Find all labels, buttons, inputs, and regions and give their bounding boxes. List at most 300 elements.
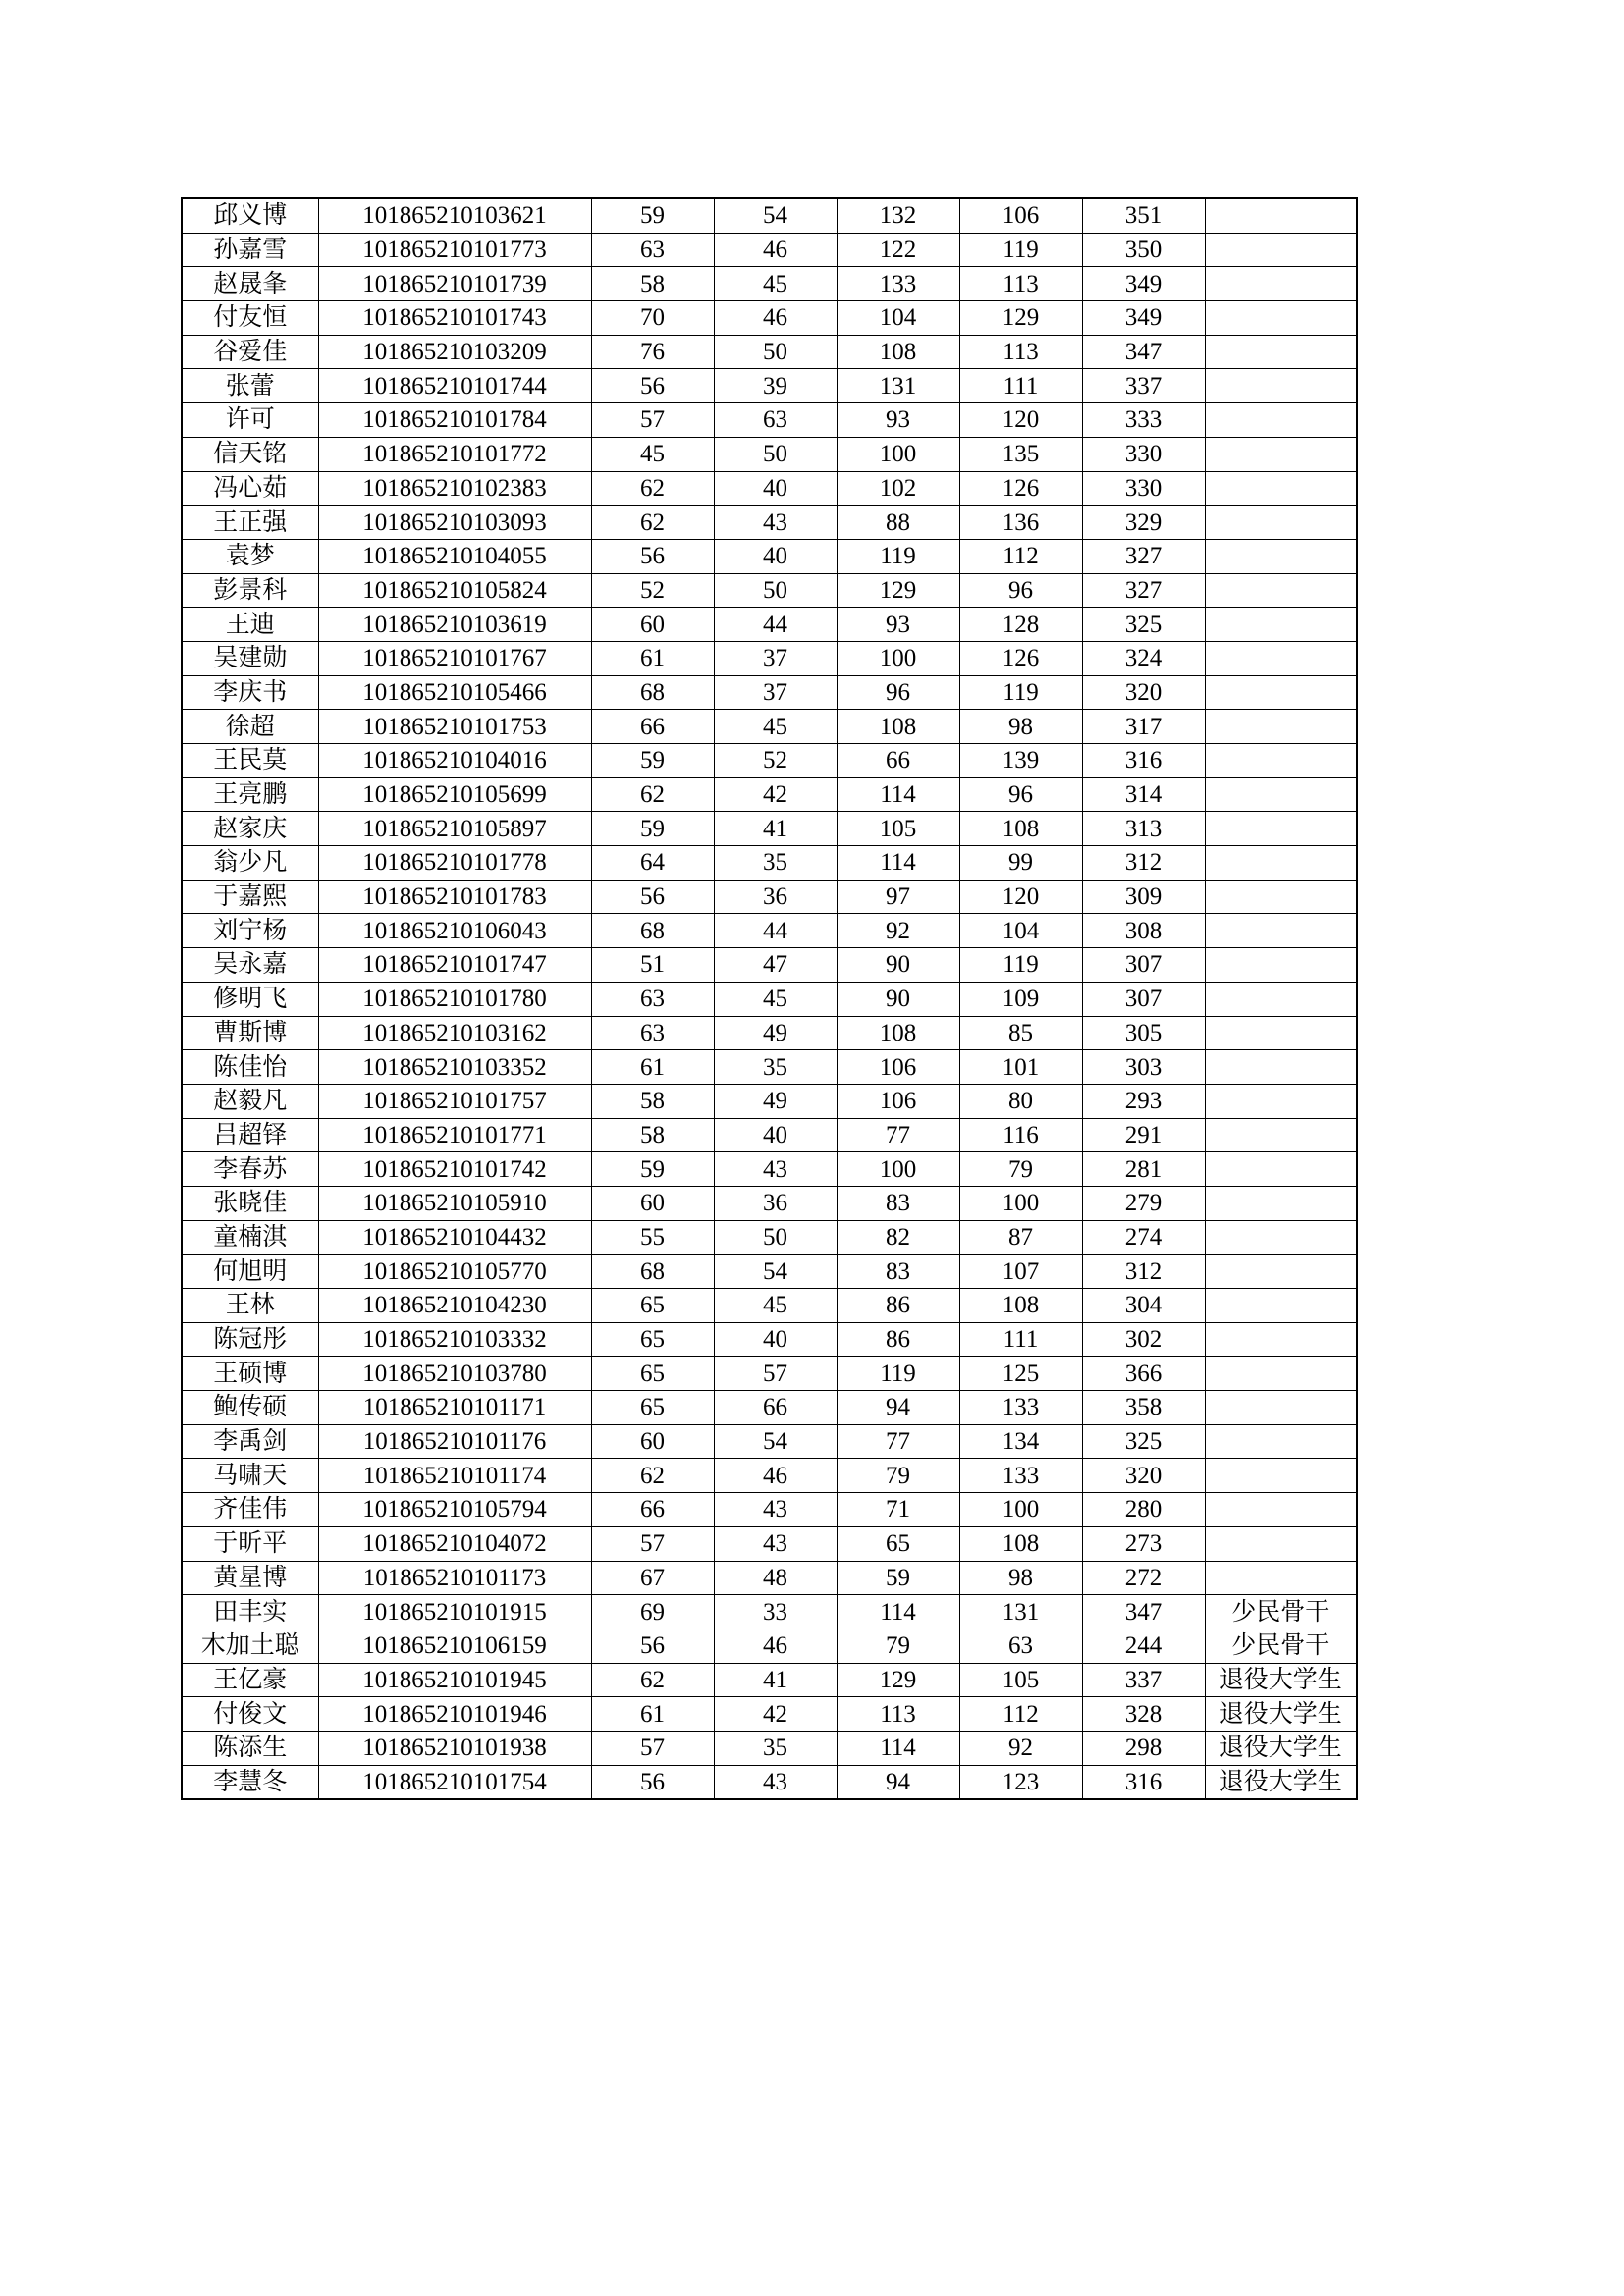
table-row <box>182 1697 1357 1732</box>
total-score-cell: 302 <box>1082 1322 1205 1357</box>
exam-id-cell: 101865210103093 <box>318 506 591 540</box>
table-row <box>182 1255 1357 1289</box>
total-score-cell: 347 <box>1082 335 1205 369</box>
score-1-cell: 65 <box>591 1357 714 1391</box>
score-3-cell: 114 <box>837 846 959 881</box>
score-4-cell: 129 <box>959 301 1082 336</box>
exam-id-cell: 101865210103621 <box>318 198 591 233</box>
total-score-cell: 298 <box>1082 1731 1205 1765</box>
note-cell <box>1205 1391 1357 1425</box>
score-3-cell: 83 <box>837 1186 959 1220</box>
score-3-cell: 93 <box>837 608 959 642</box>
score-3-cell: 92 <box>837 914 959 948</box>
name-cell: 木加土聪 <box>182 1629 318 1663</box>
total-score-cell: 274 <box>1082 1220 1205 1255</box>
score-1-cell: 59 <box>591 744 714 778</box>
total-score-cell: 305 <box>1082 1016 1205 1050</box>
score-4-cell: 125 <box>959 1357 1082 1391</box>
score-3-cell: 106 <box>837 1050 959 1085</box>
score-1-cell: 68 <box>591 675 714 710</box>
note-cell: 退役大学生 <box>1205 1765 1357 1799</box>
total-score-cell: 330 <box>1082 437 1205 471</box>
score-2-cell: 50 <box>714 335 837 369</box>
note-cell <box>1205 608 1357 642</box>
score-3-cell: 114 <box>837 1731 959 1765</box>
score-4-cell: 133 <box>959 1459 1082 1493</box>
note-cell <box>1205 812 1357 846</box>
score-2-cell: 57 <box>714 1357 837 1391</box>
score-1-cell: 63 <box>591 1016 714 1050</box>
score-1-cell: 60 <box>591 1424 714 1459</box>
score-4-cell: 112 <box>959 1697 1082 1732</box>
score-4-cell: 99 <box>959 846 1082 881</box>
name-cell: 赵毅凡 <box>182 1084 318 1118</box>
total-score-cell: 272 <box>1082 1561 1205 1595</box>
score-2-cell: 42 <box>714 777 837 812</box>
exam-id-cell: 101865210101771 <box>318 1118 591 1152</box>
name-cell: 王正强 <box>182 506 318 540</box>
score-3-cell: 97 <box>837 880 959 914</box>
score-3-cell: 132 <box>837 198 959 233</box>
table-row <box>182 437 1357 471</box>
table-row <box>182 710 1357 744</box>
score-1-cell: 68 <box>591 1255 714 1289</box>
score-1-cell: 61 <box>591 1050 714 1085</box>
total-score-cell: 314 <box>1082 777 1205 812</box>
name-cell: 许可 <box>182 403 318 438</box>
score-1-cell: 52 <box>591 573 714 608</box>
score-4-cell: 98 <box>959 1561 1082 1595</box>
table-row <box>182 1526 1357 1561</box>
score-1-cell: 59 <box>591 198 714 233</box>
total-score-cell: 329 <box>1082 506 1205 540</box>
total-score-cell: 273 <box>1082 1526 1205 1561</box>
exam-id-cell: 101865210101938 <box>318 1731 591 1765</box>
score-2-cell: 50 <box>714 573 837 608</box>
exam-id-cell: 101865210101946 <box>318 1697 591 1732</box>
score-3-cell: 106 <box>837 1084 959 1118</box>
total-score-cell: 280 <box>1082 1493 1205 1527</box>
score-4-cell: 112 <box>959 539 1082 573</box>
table-row <box>182 1595 1357 1629</box>
score-3-cell: 102 <box>837 471 959 506</box>
table-row <box>182 506 1357 540</box>
note-cell <box>1205 1561 1357 1595</box>
name-cell: 修明飞 <box>182 982 318 1016</box>
exam-id-cell: 101865210104055 <box>318 539 591 573</box>
score-2-cell: 42 <box>714 1697 837 1732</box>
note-cell <box>1205 369 1357 403</box>
score-4-cell: 120 <box>959 403 1082 438</box>
note-cell <box>1205 1459 1357 1493</box>
name-cell: 彭景科 <box>182 573 318 608</box>
name-cell: 吕超铎 <box>182 1118 318 1152</box>
exam-id-cell: 101865210101778 <box>318 846 591 881</box>
name-cell: 信天铭 <box>182 437 318 471</box>
score-4-cell: 98 <box>959 710 1082 744</box>
note-cell <box>1205 437 1357 471</box>
table-row <box>182 1561 1357 1595</box>
table-row <box>182 335 1357 369</box>
table-row <box>182 1084 1357 1118</box>
note-cell <box>1205 1220 1357 1255</box>
name-cell: 李禹剑 <box>182 1424 318 1459</box>
score-3-cell: 90 <box>837 982 959 1016</box>
note-cell: 退役大学生 <box>1205 1663 1357 1697</box>
score-3-cell: 114 <box>837 777 959 812</box>
name-cell: 徐超 <box>182 710 318 744</box>
score-2-cell: 40 <box>714 471 837 506</box>
total-score-cell: 312 <box>1082 1255 1205 1289</box>
score-4-cell: 136 <box>959 506 1082 540</box>
score-4-cell: 126 <box>959 641 1082 675</box>
score-1-cell: 56 <box>591 369 714 403</box>
score-3-cell: 113 <box>837 1697 959 1732</box>
score-1-cell: 65 <box>591 1322 714 1357</box>
note-cell <box>1205 1424 1357 1459</box>
exam-id-cell: 101865210105824 <box>318 573 591 608</box>
total-score-cell: 366 <box>1082 1357 1205 1391</box>
score-table-body <box>182 198 1357 1799</box>
total-score-cell: 309 <box>1082 880 1205 914</box>
score-1-cell: 76 <box>591 335 714 369</box>
score-3-cell: 129 <box>837 573 959 608</box>
exam-id-cell: 101865210104072 <box>318 1526 591 1561</box>
total-score-cell: 349 <box>1082 301 1205 336</box>
total-score-cell: 337 <box>1082 1663 1205 1697</box>
total-score-cell: 349 <box>1082 267 1205 301</box>
note-cell <box>1205 1526 1357 1561</box>
note-cell: 少民骨干 <box>1205 1595 1357 1629</box>
score-3-cell: 88 <box>837 506 959 540</box>
score-2-cell: 49 <box>714 1016 837 1050</box>
exam-id-cell: 101865210101780 <box>318 982 591 1016</box>
note-cell <box>1205 948 1357 983</box>
note-cell <box>1205 1118 1357 1152</box>
score-2-cell: 50 <box>714 437 837 471</box>
table-row <box>182 880 1357 914</box>
note-cell <box>1205 1255 1357 1289</box>
table-row <box>182 1765 1357 1799</box>
score-3-cell: 77 <box>837 1424 959 1459</box>
score-1-cell: 62 <box>591 1663 714 1697</box>
score-1-cell: 56 <box>591 880 714 914</box>
score-1-cell: 62 <box>591 777 714 812</box>
exam-id-cell: 101865210105466 <box>318 675 591 710</box>
name-cell: 童楠淇 <box>182 1220 318 1255</box>
score-2-cell: 35 <box>714 1731 837 1765</box>
note-cell <box>1205 471 1357 506</box>
score-2-cell: 45 <box>714 1289 837 1323</box>
score-2-cell: 37 <box>714 675 837 710</box>
table-row <box>182 1220 1357 1255</box>
score-1-cell: 59 <box>591 812 714 846</box>
score-2-cell: 33 <box>714 1595 837 1629</box>
score-1-cell: 62 <box>591 471 714 506</box>
score-1-cell: 56 <box>591 1765 714 1799</box>
exam-id-cell: 101865210101757 <box>318 1084 591 1118</box>
score-2-cell: 36 <box>714 880 837 914</box>
exam-id-cell: 101865210101945 <box>318 1663 591 1697</box>
table-row <box>182 471 1357 506</box>
score-4-cell: 96 <box>959 573 1082 608</box>
name-cell: 陈添生 <box>182 1731 318 1765</box>
score-4-cell: 108 <box>959 812 1082 846</box>
note-cell <box>1205 777 1357 812</box>
score-1-cell: 58 <box>591 1084 714 1118</box>
score-3-cell: 133 <box>837 267 959 301</box>
name-cell: 王硕博 <box>182 1357 318 1391</box>
note-cell <box>1205 641 1357 675</box>
score-3-cell: 66 <box>837 744 959 778</box>
score-4-cell: 104 <box>959 914 1082 948</box>
note-cell <box>1205 267 1357 301</box>
note-cell: 少民骨干 <box>1205 1629 1357 1663</box>
score-2-cell: 48 <box>714 1561 837 1595</box>
score-2-cell: 45 <box>714 982 837 1016</box>
exam-id-cell: 101865210105897 <box>318 812 591 846</box>
score-3-cell: 108 <box>837 710 959 744</box>
name-cell: 鲍传硕 <box>182 1391 318 1425</box>
score-3-cell: 119 <box>837 1357 959 1391</box>
score-4-cell: 105 <box>959 1663 1082 1697</box>
table-row <box>182 539 1357 573</box>
score-1-cell: 55 <box>591 1220 714 1255</box>
name-cell: 曹斯博 <box>182 1016 318 1050</box>
score-2-cell: 45 <box>714 267 837 301</box>
name-cell: 马啸天 <box>182 1459 318 1493</box>
total-score-cell: 328 <box>1082 1697 1205 1732</box>
score-4-cell: 113 <box>959 335 1082 369</box>
exam-id-cell: 101865210105910 <box>318 1186 591 1220</box>
table-row <box>182 301 1357 336</box>
name-cell: 翁少凡 <box>182 846 318 881</box>
total-score-cell: 324 <box>1082 641 1205 675</box>
score-1-cell: 68 <box>591 914 714 948</box>
note-cell <box>1205 914 1357 948</box>
score-1-cell: 56 <box>591 1629 714 1663</box>
table-row <box>182 1391 1357 1425</box>
exam-id-cell: 101865210105699 <box>318 777 591 812</box>
exam-id-cell: 101865210101747 <box>318 948 591 983</box>
name-cell: 赵晟夆 <box>182 267 318 301</box>
score-1-cell: 63 <box>591 233 714 267</box>
total-score-cell: 279 <box>1082 1186 1205 1220</box>
score-3-cell: 65 <box>837 1526 959 1561</box>
exam-id-cell: 101865210101784 <box>318 403 591 438</box>
note-cell <box>1205 982 1357 1016</box>
name-cell: 王迪 <box>182 608 318 642</box>
table-row <box>182 1424 1357 1459</box>
name-cell: 邱义博 <box>182 198 318 233</box>
score-1-cell: 57 <box>591 403 714 438</box>
table-row <box>182 198 1357 233</box>
exam-id-cell: 101865210101739 <box>318 267 591 301</box>
note-cell <box>1205 1289 1357 1323</box>
table-row <box>182 1289 1357 1323</box>
score-1-cell: 60 <box>591 1186 714 1220</box>
name-cell: 王亿豪 <box>182 1663 318 1697</box>
score-4-cell: 111 <box>959 1322 1082 1357</box>
score-2-cell: 39 <box>714 369 837 403</box>
score-2-cell: 35 <box>714 1050 837 1085</box>
note-cell <box>1205 335 1357 369</box>
score-4-cell: 100 <box>959 1493 1082 1527</box>
score-1-cell: 67 <box>591 1561 714 1595</box>
total-score-cell: 325 <box>1082 1424 1205 1459</box>
note-cell <box>1205 1016 1357 1050</box>
score-1-cell: 51 <box>591 948 714 983</box>
total-score-cell: 312 <box>1082 846 1205 881</box>
score-1-cell: 64 <box>591 846 714 881</box>
total-score-cell: 320 <box>1082 675 1205 710</box>
score-4-cell: 108 <box>959 1289 1082 1323</box>
note-cell <box>1205 846 1357 881</box>
score-1-cell: 61 <box>591 641 714 675</box>
score-3-cell: 129 <box>837 1663 959 1697</box>
table-row <box>182 1459 1357 1493</box>
name-cell: 齐佳伟 <box>182 1493 318 1527</box>
note-cell <box>1205 1493 1357 1527</box>
exam-id-cell: 101865210101742 <box>318 1152 591 1187</box>
score-1-cell: 60 <box>591 608 714 642</box>
score-2-cell: 35 <box>714 846 837 881</box>
note-cell: 退役大学生 <box>1205 1731 1357 1765</box>
score-3-cell: 90 <box>837 948 959 983</box>
score-4-cell: 92 <box>959 1731 1082 1765</box>
exam-id-cell: 101865210103332 <box>318 1322 591 1357</box>
score-2-cell: 43 <box>714 506 837 540</box>
name-cell: 李慧冬 <box>182 1765 318 1799</box>
exam-id-cell: 101865210101767 <box>318 641 591 675</box>
score-1-cell: 59 <box>591 1152 714 1187</box>
score-4-cell: 119 <box>959 948 1082 983</box>
score-2-cell: 63 <box>714 403 837 438</box>
table-row <box>182 641 1357 675</box>
score-2-cell: 43 <box>714 1493 837 1527</box>
score-3-cell: 93 <box>837 403 959 438</box>
exam-id-cell: 101865210101173 <box>318 1561 591 1595</box>
name-cell: 张蕾 <box>182 369 318 403</box>
score-1-cell: 69 <box>591 1595 714 1629</box>
exam-id-cell: 101865210101783 <box>318 880 591 914</box>
total-score-cell: 304 <box>1082 1289 1205 1323</box>
name-cell: 冯心茹 <box>182 471 318 506</box>
score-3-cell: 131 <box>837 369 959 403</box>
exam-id-cell: 101865210101754 <box>318 1765 591 1799</box>
table-row <box>182 846 1357 881</box>
score-2-cell: 54 <box>714 198 837 233</box>
score-4-cell: 128 <box>959 608 1082 642</box>
score-4-cell: 96 <box>959 777 1082 812</box>
exam-id-cell: 101865210103619 <box>318 608 591 642</box>
table-row <box>182 1731 1357 1765</box>
score-2-cell: 41 <box>714 1663 837 1697</box>
score-4-cell: 79 <box>959 1152 1082 1187</box>
score-4-cell: 120 <box>959 880 1082 914</box>
table-row <box>182 982 1357 1016</box>
score-3-cell: 82 <box>837 1220 959 1255</box>
score-3-cell: 105 <box>837 812 959 846</box>
note-cell <box>1205 233 1357 267</box>
table-row <box>182 1663 1357 1697</box>
score-3-cell: 100 <box>837 1152 959 1187</box>
score-1-cell: 58 <box>591 1118 714 1152</box>
exam-id-cell: 101865210103780 <box>318 1357 591 1391</box>
table-row <box>182 1016 1357 1050</box>
exam-id-cell: 101865210105794 <box>318 1493 591 1527</box>
note-cell <box>1205 880 1357 914</box>
score-2-cell: 40 <box>714 1118 837 1152</box>
exam-id-cell: 101865210103209 <box>318 335 591 369</box>
score-4-cell: 119 <box>959 233 1082 267</box>
score-4-cell: 100 <box>959 1186 1082 1220</box>
table-row <box>182 1493 1357 1527</box>
score-3-cell: 114 <box>837 1595 959 1629</box>
score-2-cell: 52 <box>714 744 837 778</box>
name-cell: 黄星博 <box>182 1561 318 1595</box>
total-score-cell: 307 <box>1082 948 1205 983</box>
exam-id-cell: 101865210101915 <box>318 1595 591 1629</box>
table-row <box>182 233 1357 267</box>
score-2-cell: 40 <box>714 539 837 573</box>
note-cell <box>1205 403 1357 438</box>
score-4-cell: 139 <box>959 744 1082 778</box>
score-2-cell: 46 <box>714 233 837 267</box>
score-4-cell: 108 <box>959 1526 1082 1561</box>
score-1-cell: 57 <box>591 1526 714 1561</box>
total-score-cell: 327 <box>1082 539 1205 573</box>
note-cell <box>1205 1357 1357 1391</box>
exam-id-cell: 101865210101773 <box>318 233 591 267</box>
table-row <box>182 1322 1357 1357</box>
score-2-cell: 54 <box>714 1255 837 1289</box>
note-cell <box>1205 1322 1357 1357</box>
name-cell: 王民莫 <box>182 744 318 778</box>
score-2-cell: 36 <box>714 1186 837 1220</box>
total-score-cell: 316 <box>1082 1765 1205 1799</box>
score-4-cell: 109 <box>959 982 1082 1016</box>
table-row <box>182 573 1357 608</box>
total-score-cell: 337 <box>1082 369 1205 403</box>
table-row <box>182 948 1357 983</box>
score-1-cell: 65 <box>591 1289 714 1323</box>
exam-id-cell: 101865210101753 <box>318 710 591 744</box>
score-4-cell: 85 <box>959 1016 1082 1050</box>
total-score-cell: 291 <box>1082 1118 1205 1152</box>
note-cell <box>1205 1084 1357 1118</box>
score-3-cell: 83 <box>837 1255 959 1289</box>
note-cell <box>1205 539 1357 573</box>
note-cell: 退役大学生 <box>1205 1697 1357 1732</box>
total-score-cell: 347 <box>1082 1595 1205 1629</box>
score-2-cell: 46 <box>714 1629 837 1663</box>
score-table <box>181 197 1358 1800</box>
score-3-cell: 94 <box>837 1391 959 1425</box>
score-2-cell: 46 <box>714 1459 837 1493</box>
score-3-cell: 100 <box>837 641 959 675</box>
score-1-cell: 63 <box>591 982 714 1016</box>
note-cell <box>1205 710 1357 744</box>
score-3-cell: 79 <box>837 1629 959 1663</box>
score-1-cell: 62 <box>591 506 714 540</box>
exam-id-cell: 101865210102383 <box>318 471 591 506</box>
score-2-cell: 43 <box>714 1526 837 1561</box>
score-2-cell: 46 <box>714 301 837 336</box>
score-2-cell: 44 <box>714 914 837 948</box>
table-row <box>182 675 1357 710</box>
total-score-cell: 281 <box>1082 1152 1205 1187</box>
